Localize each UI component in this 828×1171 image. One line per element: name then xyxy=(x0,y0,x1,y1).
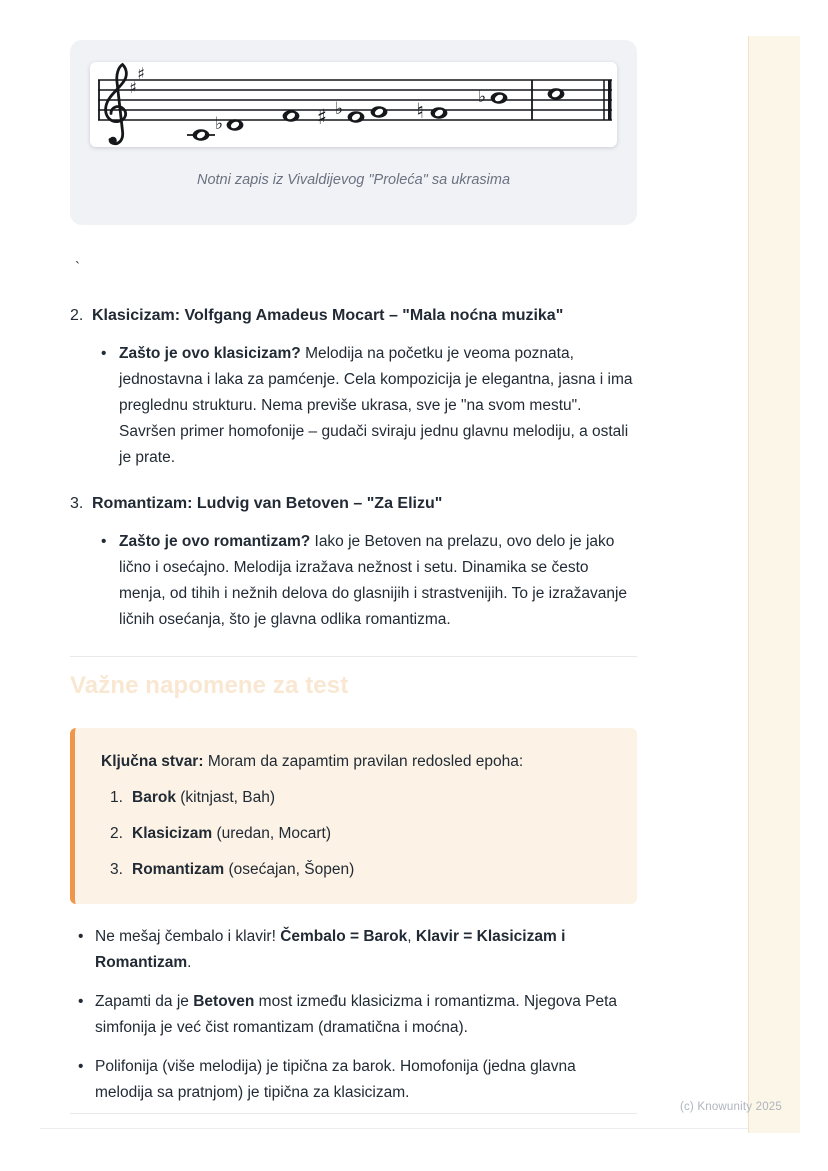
page-bottom-edge xyxy=(40,1128,748,1129)
epoch-item xyxy=(110,821,613,847)
section-heading: Važne napomene za test xyxy=(70,672,349,699)
bullet-marker: • xyxy=(101,533,107,550)
svg-text:♭: ♭ xyxy=(477,87,487,107)
epoch-text: Klasicizam (uredan, Mocart) xyxy=(132,825,332,842)
section-divider xyxy=(70,656,637,657)
item-title: Romantizam: Ludvig van Betoven – "Za Elizu" xyxy=(92,495,443,512)
item-bullet xyxy=(92,341,637,471)
key-point xyxy=(70,989,637,1041)
bullet-text: Zašto je ovo klasicizam? Melodija na početku je veoma poznata, jednostavna i laka za pamćenje. Cela kompozicija je elegantna, jasna i ima preglednu strukturu. Nema previše ukrasa, sve je "na svom mestu". Savršen primer homofonije – gudači sviraju jednu glavnu melodiju, a ostali je prate. xyxy=(119,345,633,466)
epoch-number: 2. xyxy=(110,825,123,842)
item-number: 2. xyxy=(70,307,84,324)
stray-backtick: ` xyxy=(75,259,80,276)
key-point-text: Ne mešaj čembalo i klavir! Čembalo = Barok, Klavir = Klasicizam i Romantizam. xyxy=(95,928,566,971)
epoch-number: 1. xyxy=(110,789,123,806)
epoch-item xyxy=(110,857,613,883)
list-item xyxy=(70,303,637,471)
svg-text:♯: ♯ xyxy=(137,64,145,83)
key-point-text: Polifonija (više melodija) je tipična za barok. Homofonija (jedna glavna melodija sa pratnjom) je tipična za klasicizam. xyxy=(95,1058,576,1101)
music-notation-image xyxy=(90,62,617,147)
epoch-number: 3. xyxy=(110,861,123,878)
key-callout xyxy=(70,728,637,904)
svg-text:♭: ♭ xyxy=(214,114,224,134)
epoch-text: Barok (kitnjast, Bah) xyxy=(132,789,275,806)
epoch-text: Romantizam (osećajan, Šopen) xyxy=(132,861,355,878)
item-bullet xyxy=(92,529,637,633)
bullet-text: Zašto je ovo romantizam? Iako je Betoven na prelazu, ovo delo je jako lično i osećajno. Melodija izražava nežnost i setu. Dinamika se često menja, od tihih i nežnih delova do glasnijih i strastvenijih. To je izražavanje ličnih osećanja, što je glavna odlika romantizma. xyxy=(119,533,628,628)
examples-list xyxy=(70,303,637,633)
svg-text:♯: ♯ xyxy=(129,78,137,97)
key-points-list xyxy=(70,924,637,1106)
bullet-marker: • xyxy=(78,928,84,945)
figure-caption: Notni zapis iz Vivaldijevog "Proleća" sa ukrasima xyxy=(196,172,511,188)
svg-text:♭: ♭ xyxy=(334,99,344,119)
key-point-text: Zapamti da je Betoven most između klasicizma i romantizma. Njegova Peta simfonija je već čist romantizam (dramatična i moćna). xyxy=(95,993,618,1036)
key-point xyxy=(70,1054,637,1106)
bullet-marker: • xyxy=(78,993,84,1010)
key-point xyxy=(70,924,637,976)
item-number: 3. xyxy=(70,495,84,512)
bullet-marker: • xyxy=(78,1058,84,1075)
footer-divider xyxy=(70,1113,637,1114)
music-figure-card xyxy=(70,40,637,225)
note-content xyxy=(70,40,637,1114)
epoch-order-list xyxy=(110,785,613,883)
svg-text:♯: ♯ xyxy=(316,105,328,129)
list-item xyxy=(70,491,637,633)
epoch-item xyxy=(110,785,613,811)
page-edge-band xyxy=(748,36,800,1133)
svg-text:♮: ♮ xyxy=(416,99,424,123)
bullet-marker: • xyxy=(101,345,107,362)
callout-lead: Ključna stvar: Moram da zapamtim pravilan redosled epoha: xyxy=(101,753,524,770)
treble-clef-icon xyxy=(106,65,127,145)
score-svg xyxy=(90,62,617,147)
item-title: Klasicizam: Volfgang Amadeus Mocart – "Mala noćna muzika" xyxy=(92,307,564,324)
copyright-footer: (c) Knowunity 2025 xyxy=(679,1101,782,1113)
